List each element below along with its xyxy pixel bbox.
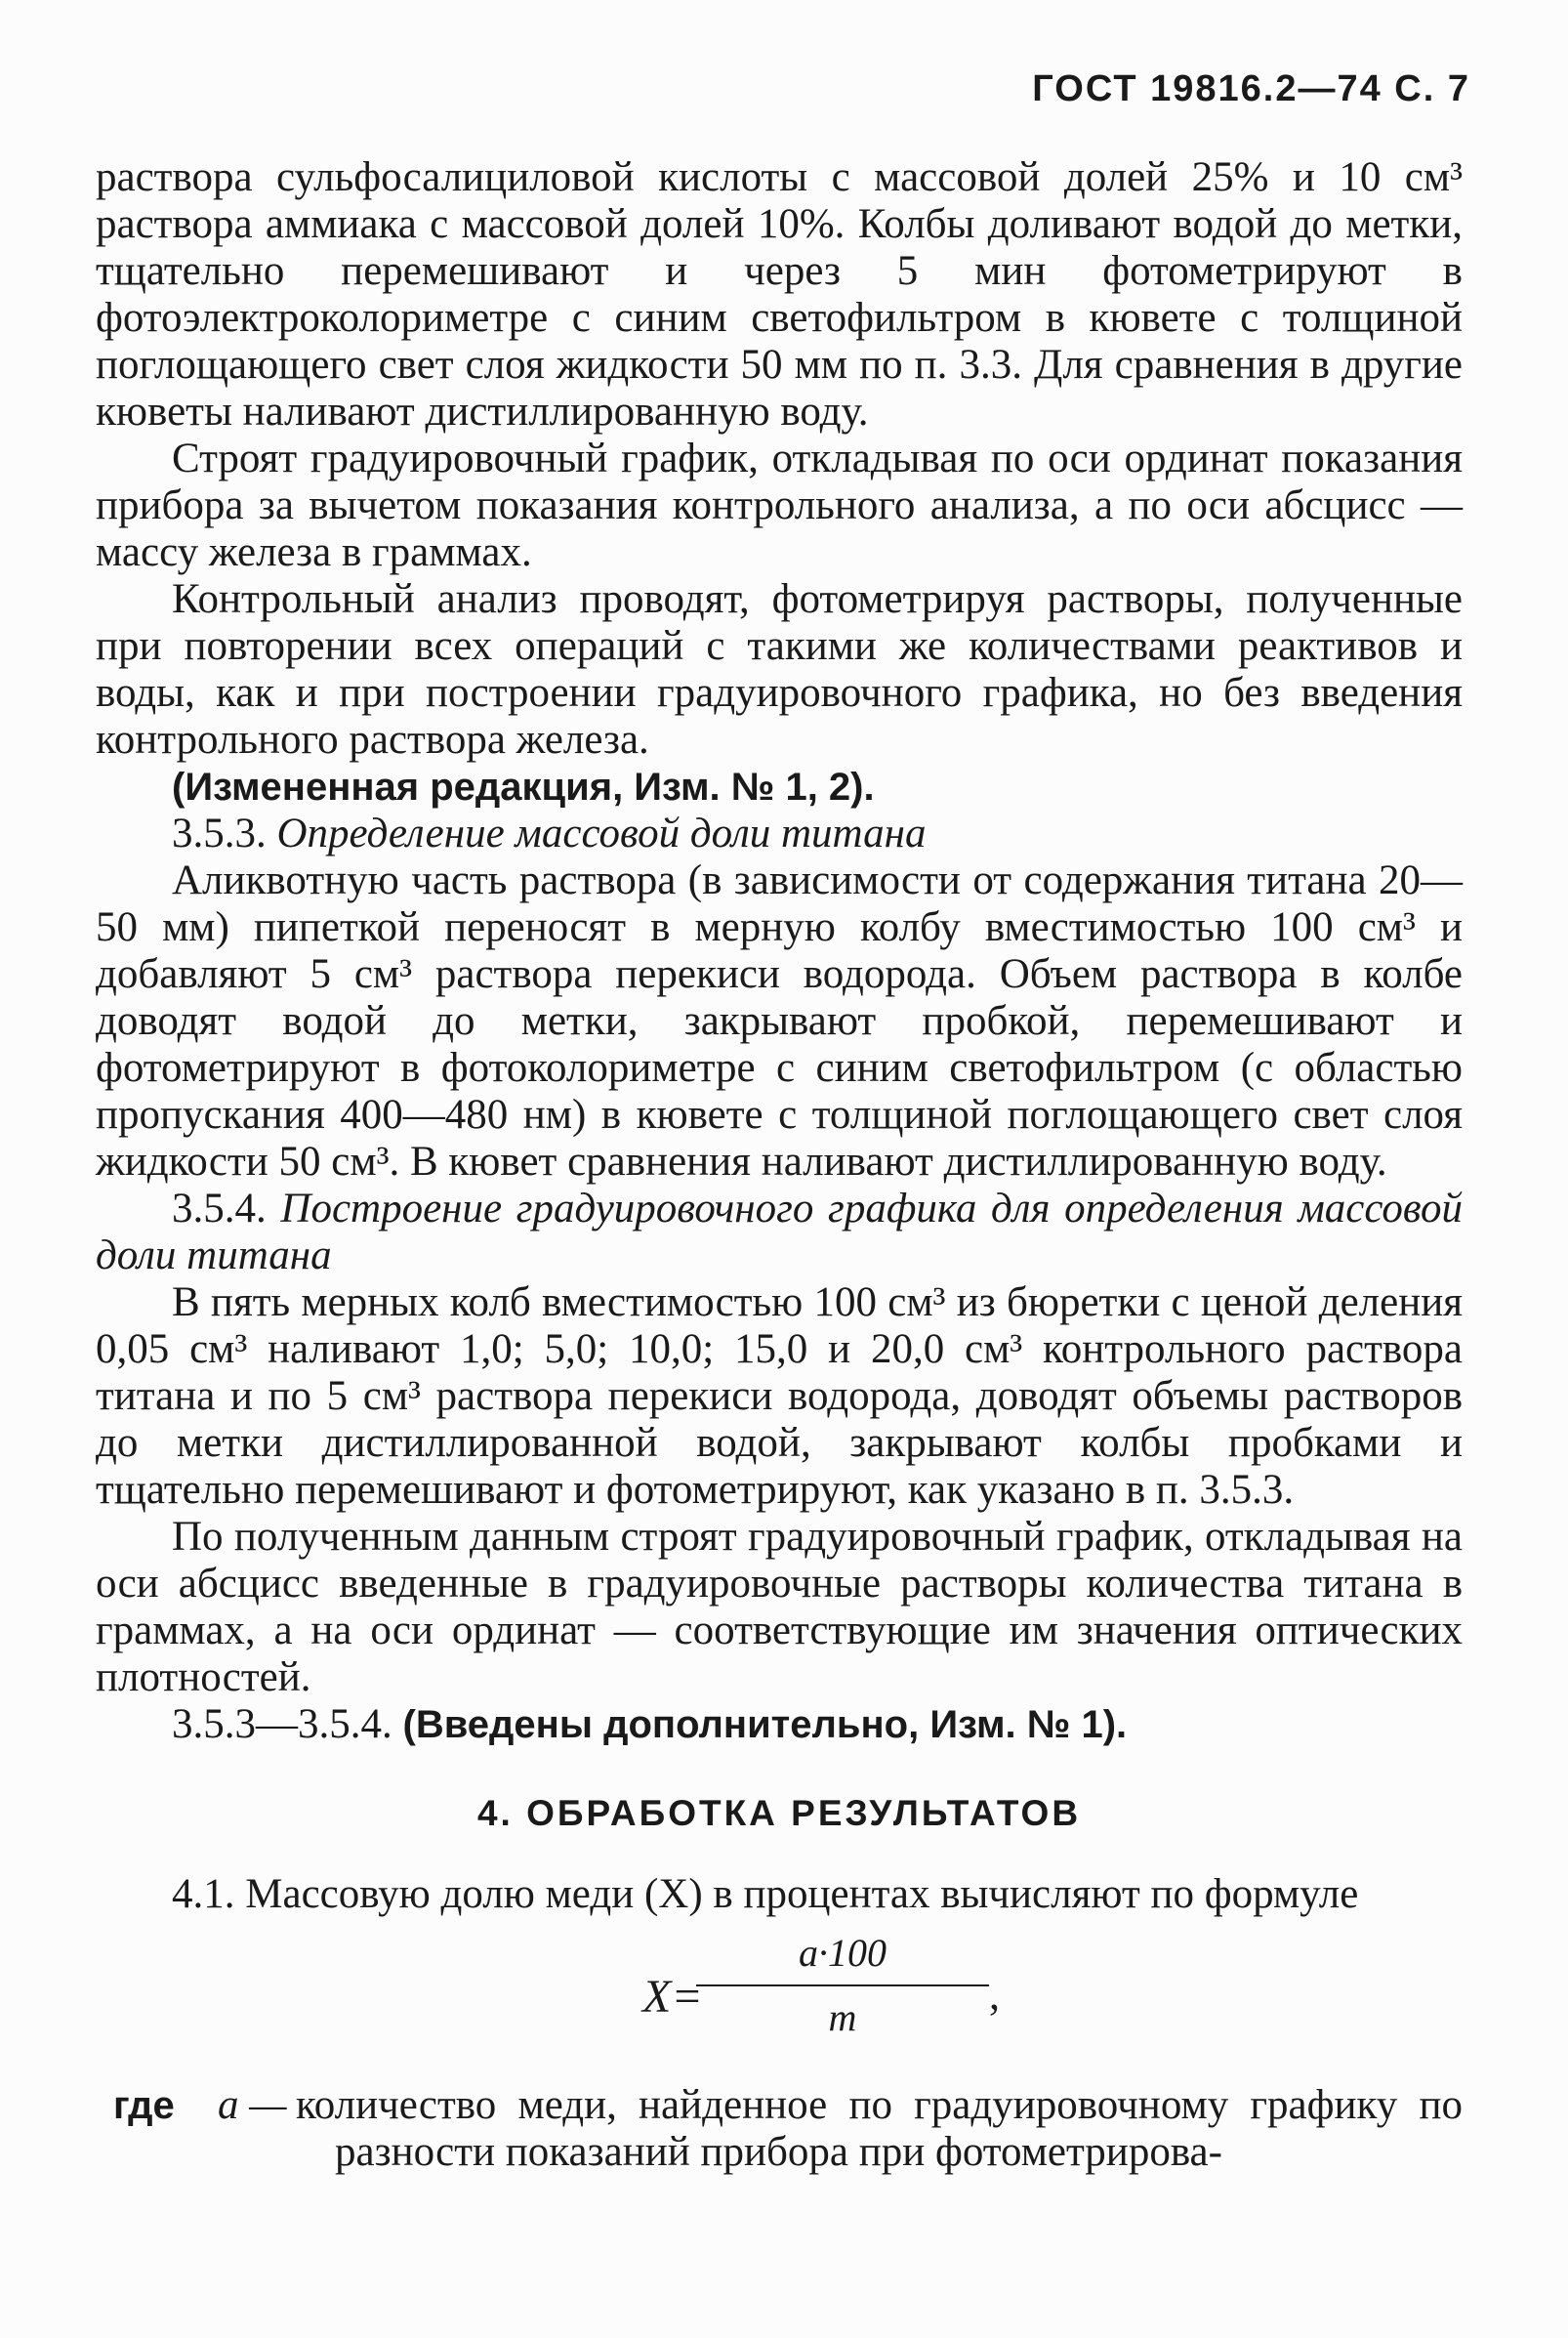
clause-number: 3.5.4. (172, 1186, 267, 1232)
formula-fraction (696, 1926, 989, 2045)
paragraph-9: По полученным данным строят градуировочный график, откладывая на оси абсцисс введенные в градуировочные растворы количества титана в граммах, а на оси ординат — соответствующие им значения оптических плотностей. (96, 1514, 1463, 1700)
clause-number: 3.5.3. (172, 811, 267, 856)
page-header: ГОСТ 19816.2—74 С. 7 (1032, 68, 1470, 109)
paragraph-8: В пять мерных колб вместимостью 100 см³ из бюретки с ценой деления 0,05 см³ наливают 1,0; 5,0; 10,0; 15,0 и 20,0 см³ контрольного раствора титана и по 5 см³ раствора перекиси водорода, доводят объемы растворов до метки дистиллированной водой, закрывают колбы пробками и тщательно перемешивают и фотометрируют, как указано в п. 3.5.3. (96, 1279, 1463, 1513)
paragraph-3: Контрольный анализ проводят, фотометрируя растворы, полученные при повторении всех операций с такими же количествами реактивов и воды, как и при построении градуировочного графика, но без введения контрольного раствора железа. (96, 576, 1463, 763)
paragraph-4-1: 4.1. Массовую долю меди (X) в процентах вычисляют по формуле (172, 1871, 1359, 1917)
amendment-note-1: (Измененная редакция, Изм. № 1, 2). (172, 766, 875, 809)
paragraph-1: раствора сульфосалициловой кислоты с массовой долей 25% и 10 см³ раствора аммиака с массовой долей 10%. Колбы доливают водой до метки, тщательно перемешивают и через 5 мин фотометрируют в фотоэлектроколориметре с синим светофильтром в кювете с толщиной поглощающего свет слоя жидкости 50 мм по п. 3.3. Для сравнения в другие кюветы наливают дистиллированную воду. (96, 154, 1463, 435)
paragraph-6: Аликвотную часть раствора (в зависимости от содержания титана 20—50 мм) пипеткой переносят в мерную колбу вместимостью 100 см³ и добавляют 5 см³ раствора перекиси водорода. Объем раствора в колбе доводят водой до метки, закрывают пробкой, перемешивают и фотометрируют в фотоколориметре с синим светофильтром (с областью пропускания 400—480 нм) в кювете с толщиной поглощающего свет слоя жидкости 50 см³. В кювет сравнения наливают дистиллированную воду. (96, 857, 1463, 1185)
formula-lhs: X= (642, 1971, 703, 2023)
fraction-bar (696, 1984, 989, 1986)
where-clause (96, 2082, 1463, 2176)
document-body (96, 154, 1463, 2176)
where-definition: количество меди, найденное по градуировочному графику по разности показаний прибора при фотометрирова- (296, 2082, 1463, 2175)
amendment-text: (Введены дополнительно, Изм. № 1). (402, 1703, 1128, 1746)
clause-3-5-4-heading (96, 1186, 1463, 1279)
formula-denominator: m (828, 1995, 857, 2039)
paragraph-2: Строят градуировочный график, откладывая по оси ординат показания прибора за вычетом показания контрольного анализа, а по оси абсцисс — массу железа в граммах. (96, 436, 1463, 575)
section-heading: 4. ОБРАБОТКА РЕЗУЛЬТАТОВ (476, 1793, 1082, 1833)
amendment-note-2 (96, 1701, 1463, 1748)
clause-title: Построение градуировочного графика для определения массовой доли титана (96, 1186, 1464, 1278)
formula-comma: , (989, 1971, 1000, 2019)
formula (96, 1926, 1463, 2072)
where-symbol: a — (218, 2082, 287, 2128)
clause-title: Определение массовой доли титана (276, 811, 927, 856)
where-word: где (113, 2084, 175, 2127)
clause-3-5-3-heading (96, 811, 1463, 857)
clause-range: 3.5.3—3.5.4. (172, 1701, 392, 1747)
formula-numerator: a·100 (799, 1931, 887, 1975)
